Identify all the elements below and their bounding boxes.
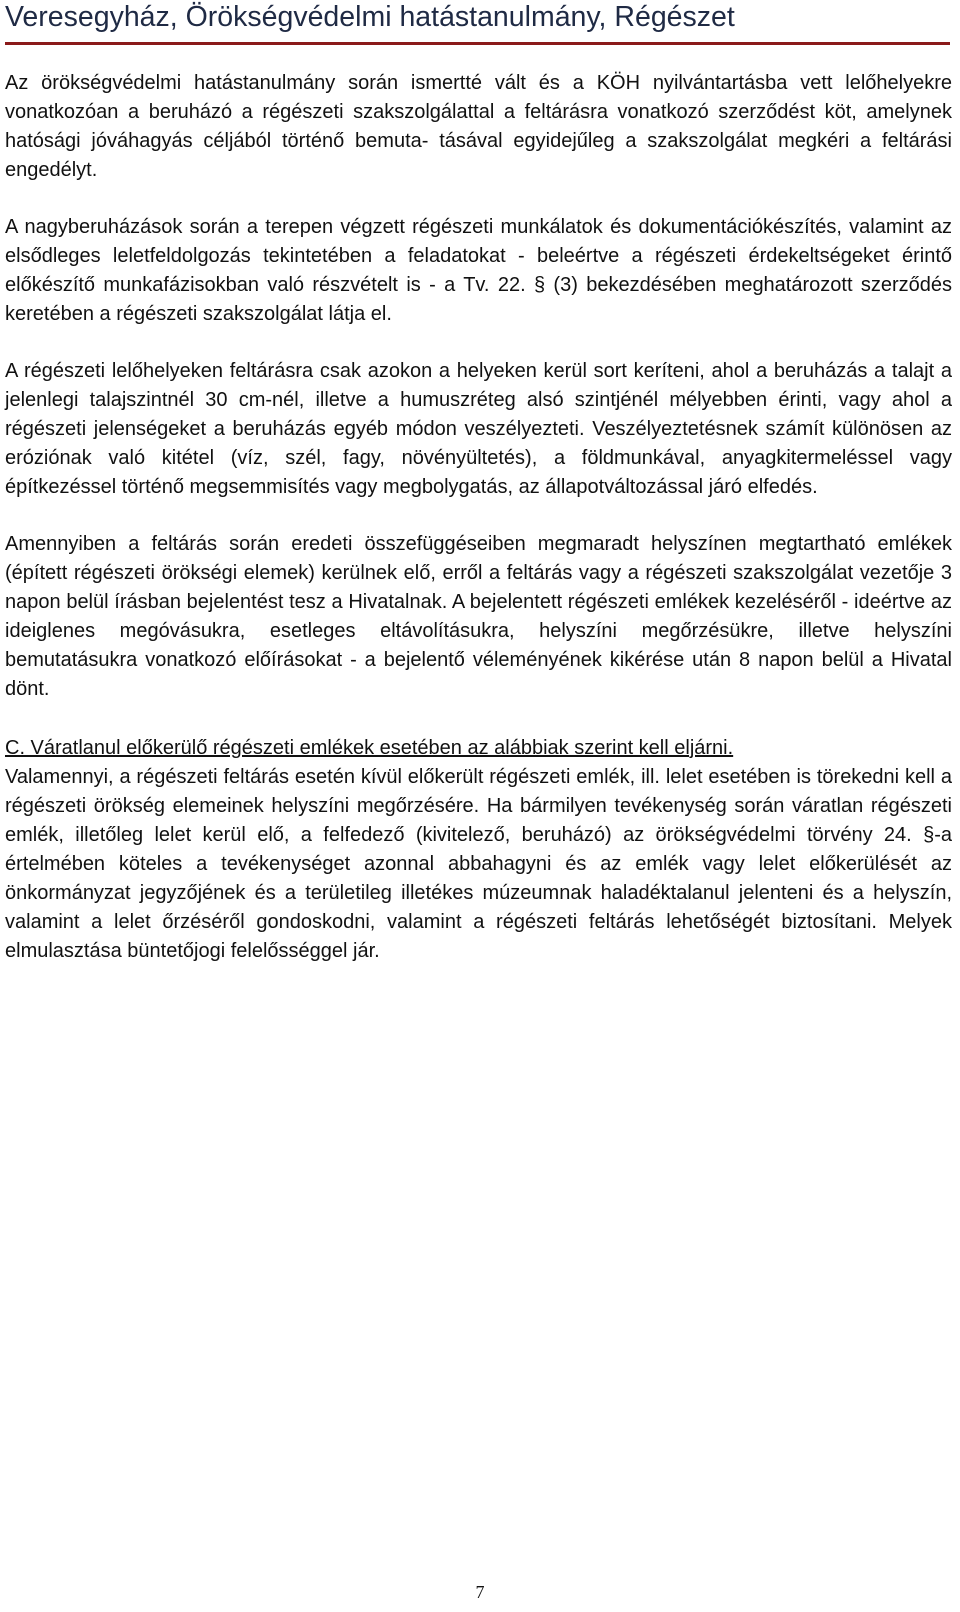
paragraph-excavation-contract: Az örökségvédelmi hatástanulmány során ismertté vált és a KÖH nyilvántartásba vett lelőhelyekre vonatkozóan a beruházó a régészeti szakszolgálattal a feltárásra vonatkozó szerződést köt, amelynek hatósági jóváhagyás céljából történő bemuta- tásával egyidejűleg a szakszolgálat megkéri a feltárási engedélyt. xyxy=(5,72,952,181)
document-title: Veresegyház, Örökségvédelmi hatástanulmány, Régészet xyxy=(5,1,735,33)
header-divider xyxy=(5,42,950,45)
paragraph-major-investments: A nagyberuházások során a terepen végzett régészeti munkálatok és dokumentációkészítés, valamint az elsődleges leletfeldolgozás tekintetében a feladatokat - beleértve a régészeti érdekeltségeket érintő előkészítő munkafázisokban való részvételt is - a Tv. 22. § (3) bekezdésében meghatározott szerződés keretében a régészeti szakszolgálat látja el. xyxy=(5,216,952,325)
section-c-heading: C. Váratlanul előkerülő régészeti emlékek esetében az alábbiak szerint kell eljárni. xyxy=(5,737,734,759)
page-header xyxy=(0,0,960,48)
page-number: 7 xyxy=(475,1582,485,1602)
document-body xyxy=(5,69,952,994)
paragraph-preserved-remains: Amennyiben a feltárás során eredeti összefüggéseiben megmaradt helyszínen megtartható emlékek (épített régészeti örökségi elemek) kerülnek elő, erről a feltárás vagy a régészeti szakszolgálat vezetője 3 napon belül írásban bejelentést tesz a Hivatalnak. A bejelentett régészeti emlékek kezeléséről - ideértve az ideiglenes megóvásukra, esetleges eltávolításukra, helyszíni megőrzésükre, illetve helyszíni bemutatásukra vonatkozó előírásokat - a bejelentő véleményének kikérése után 8 napon belül a Hivatal dönt. xyxy=(5,533,952,700)
section-c xyxy=(5,734,952,966)
section-c-body: Valamennyi, a régészeti feltárás esetén kívül előkerült régészeti emlék, ill. lelet esetében is törekedni kell a régészeti örökség elemeinek helyszíni megőrzésére. Ha bármilyen tevékenység során váratlan régészeti emlék, illetőleg lelet kerül elő, a felfedező (kivitelező, beruházó) az örökségvédelmi törvény 24. §-a értelmében köteles a tevékenységet azonnal abbahagyni és az emlék vagy lelet előkerülését az önkormányzat jegyzőjének és a területileg illetékes múzeumnak haladéktalanul jelenteni és a helyszín, valamint a lelet őrzéséről gondoskodni, valamint a régészeti feltárás lehetőségét biztosítani. Melyek elmulasztása büntetőjogi felelősséggel jár. xyxy=(5,766,952,962)
paragraph-excavation-sites: A régészeti lelőhelyeken feltárásra csak azokon a helyeken kerül sort keríteni, ahol a beruházás a talajt a jelenlegi talajszintnél 30 cm-nél, illetve a humuszréteg alsó szintjénél mélyebben érinti, vagy ahol a régészeti jelenségeket a beruházás egyéb módon veszélyezteti. Veszélyeztetésnek számít különösen az eróziónak való kitétel (víz, szél, fagy, növényültetés), a földmunkával, anyagkitermeléssel vagy építkezéssel történő megsemmisítés vagy megbolygatás, az állapotváltozással járó elfedés. xyxy=(5,360,952,498)
